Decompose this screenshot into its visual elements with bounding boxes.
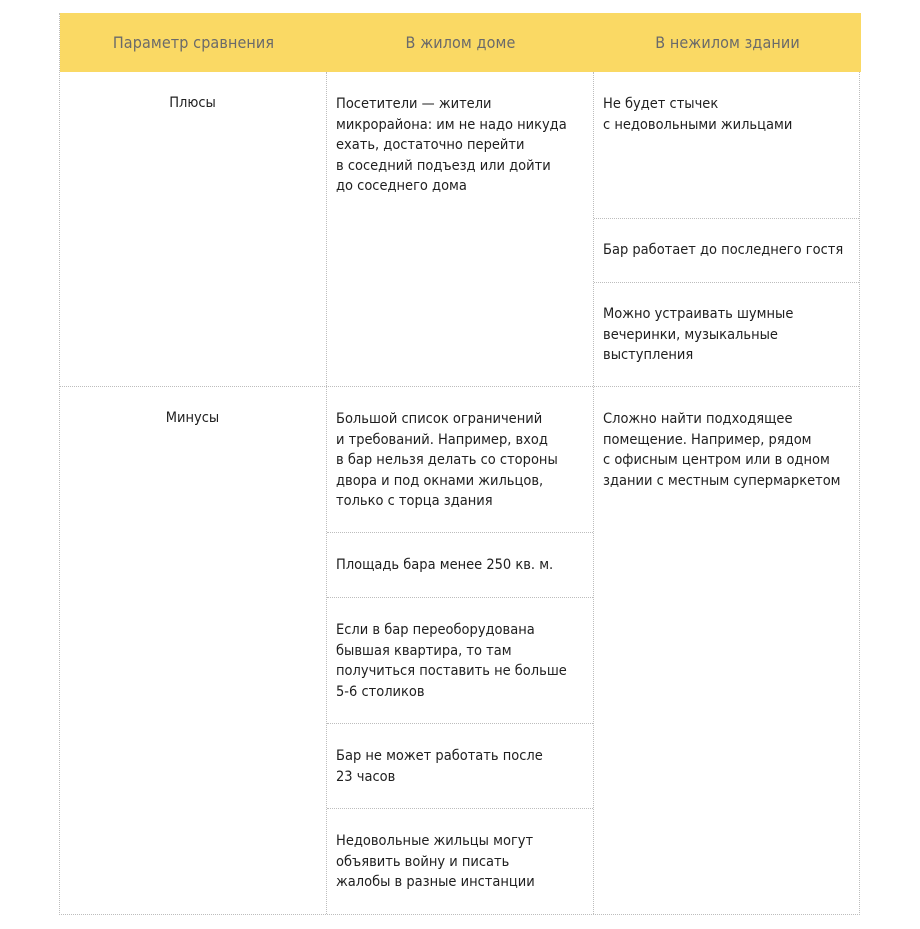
cell-divider (327, 532, 593, 533)
comparison-table (59, 13, 860, 915)
table-header (60, 13, 861, 72)
header-residential: В жилом доме (405, 33, 516, 52)
header-parameter: Параметр сравнения (112, 33, 275, 52)
pros-residential-cell: Посетители — жители микрорайона: им не надо никуда ехать, достаточно перейти в соседний подъезд или дойти до соседнего дома (336, 96, 567, 194)
cell-divider (327, 597, 593, 598)
pros-nonresidential-cell: Бар работает до последнего гостя (603, 242, 844, 258)
cell-divider (594, 282, 859, 283)
cons-residential-cell: Площадь бара менее 250 кв. м. (336, 557, 554, 573)
cons-residential-cell: Недовольные жильцы могут объявить войну и писать жалобы в разные инстанции (336, 833, 535, 890)
cons-residential-cell: Если в бар переоборудована бывшая квартира, то там получиться поставить не больше 5-6 столиков (336, 622, 567, 700)
cons-nonresidential-cell: Сложно найти подходящее помещение. Например, рядом с офисным центром или в одном здании с местным супермаркетом (603, 411, 841, 489)
row-label-pros: Плюсы (169, 95, 216, 111)
cell-divider (327, 808, 593, 809)
cons-residential-cell: Бар не может работать после 23 часов (336, 748, 543, 785)
pros-nonresidential-cell: Не будет стычек с недовольными жильцами (603, 96, 793, 133)
row-label-cons: Минусы (165, 410, 220, 426)
row-divider (60, 386, 859, 387)
column-divider (593, 72, 594, 914)
column-divider (326, 72, 327, 914)
header-nonresidential: В нежилом здании (655, 33, 800, 52)
cell-divider (594, 218, 859, 219)
cell-divider (327, 723, 593, 724)
pros-nonresidential-cell: Можно устраивать шумные вечеринки, музыкальные выступления (603, 306, 794, 363)
cons-residential-cell: Большой список ограничений и требований. Например, вход в бар нельзя делать со стороны двора и под окнами жильцов, только с торца здания (336, 411, 558, 509)
